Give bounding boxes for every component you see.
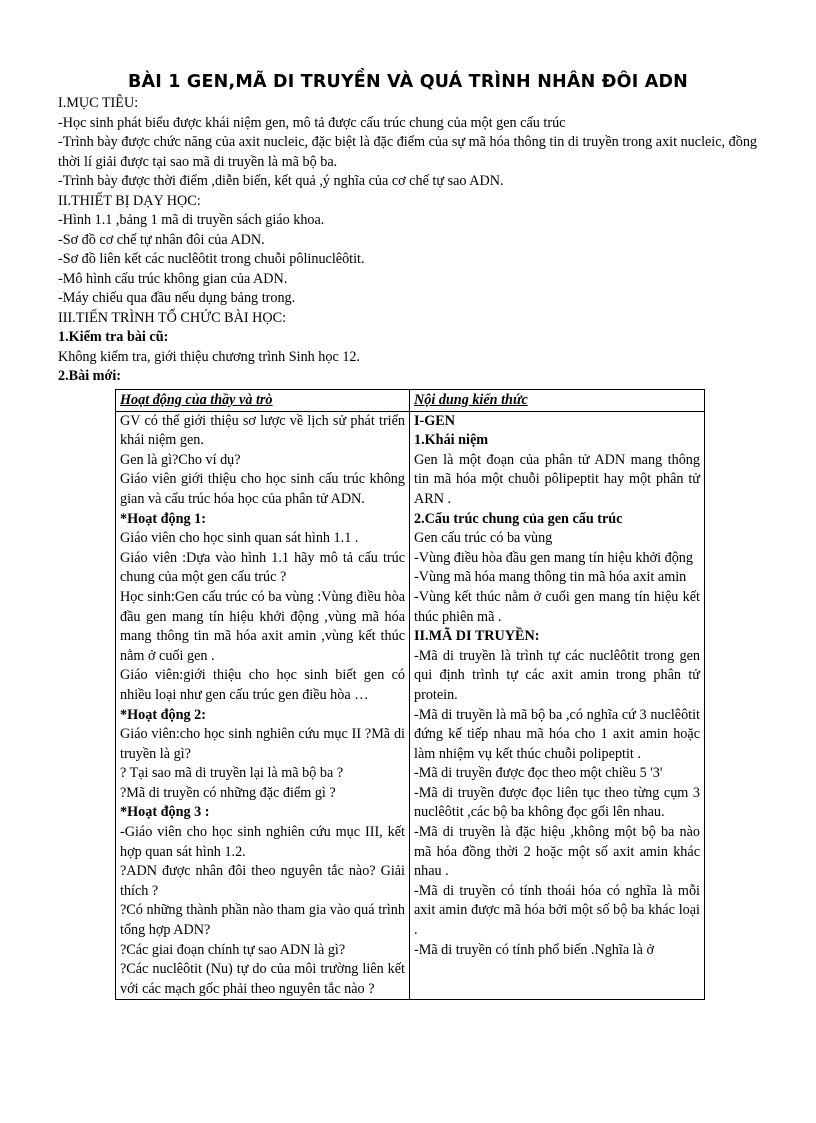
activity-paragraph: *Hoạt động 2: bbox=[120, 706, 206, 723]
knowledge-paragraph: -Vùng kết thúc nằm ở cuối gen mang tín hiệu kết thúc phiên mã . bbox=[414, 588, 700, 625]
knowledge-paragraph: -Vùng mã hóa mang thông tin mã hóa axit amin bbox=[414, 569, 687, 586]
activity-paragraph: ?ADN được nhân đôi theo nguyên tắc nào? Giải thích ? bbox=[120, 863, 405, 899]
knowledge-paragraph: -Vùng điều hòa đầu gen mang tín hiệu khởi động bbox=[414, 549, 693, 566]
activity-paragraph: *Hoạt động 1: bbox=[120, 510, 206, 527]
equipment-item: -Mô hình cấu trúc không gian của ADN. bbox=[58, 270, 288, 287]
activity-paragraph: ? Tại sao mã di truyền lại là mã bộ ba ? bbox=[120, 765, 344, 782]
activity-paragraph: Học sinh:Gen cấu trúc có ba vùng :Vùng điều hòa đầu gen mang tín hiệu khởi động ,vùng mã hóa mang thông tin mã hóa axit amin ,vùng kết thúc nằm ở cuối gen . bbox=[120, 588, 405, 664]
lesson-title: BÀI 1 GEN,MÃ DI TRUYỀN VÀ QUÁ TRÌNH NHÂN ĐÔI ADN bbox=[127, 72, 689, 92]
objectives-heading: I.MỤC TIÊU: bbox=[58, 95, 139, 111]
activity-paragraph: ?Có những thành phần nào tham gia vào quá trình tổng hợp ADN? bbox=[120, 902, 405, 939]
equipment-item: -Sơ đồ cơ chế tự nhân đôi của ADN. bbox=[58, 231, 265, 248]
equipment-item: -Máy chiếu qua đầu nếu dụng bảng trong. bbox=[58, 290, 296, 306]
process-heading: III.TIẾN TRÌNH TỔ CHỨC BÀI HỌC: bbox=[58, 309, 287, 326]
objective-item: -Trình bày được thời điểm ,diễn biến, kết quả ,ý nghĩa của cơ chế tự sao ADN. bbox=[58, 173, 504, 189]
new-lesson-heading: 2.Bài mới: bbox=[58, 368, 122, 384]
check-heading: 1.Kiểm tra bài cũ: bbox=[58, 329, 169, 345]
table-header-row bbox=[116, 390, 705, 412]
activity-paragraph: Giáo viên:giới thiệu cho học sinh biết gen có nhiều loại như gen cấu trúc gen điều hòa … bbox=[120, 667, 405, 703]
activity-paragraph: -Giáo viên cho học sinh nghiên cứu mục III, kết hợp quan sát hình 1.2. bbox=[120, 824, 405, 860]
knowledge-cell bbox=[410, 411, 705, 1000]
table-row bbox=[116, 411, 705, 1000]
activity-paragraph: Giáo viên cho học sinh quan sát hình 1.1 . bbox=[120, 530, 359, 547]
knowledge-paragraph: 1.Khái niệm bbox=[414, 432, 489, 449]
activity-paragraph: ?Mã di truyền có những đặc điểm gì ? bbox=[120, 784, 336, 801]
document-page bbox=[58, 72, 758, 387]
activity-paragraph: Giáo viên giới thiệu cho học sinh cấu trúc không gian và cấu trúc hóa học của phân tử ADN. bbox=[120, 471, 405, 507]
activity-paragraph: *Hoạt động 3 : bbox=[120, 804, 210, 821]
equipment-item: -Hình 1.1 ,bảng 1 mã di truyền sách giáo khoa. bbox=[58, 212, 325, 228]
knowledge-paragraph: Gen là một đoạn của phân tử ADN mang thông tin mã hóa một chuỗi pôlipeptit hay một phân tử ARN . bbox=[414, 451, 700, 507]
activity-paragraph: GV có thể giới thiệu sơ lược về lịch sử phát triển khái niệm gen. bbox=[120, 412, 405, 449]
knowledge-paragraph: I-GEN bbox=[414, 412, 455, 429]
knowledge-paragraph: -Mã di truyền được đọc liên tục theo từng cụm 3 nuclêôtit ,các bộ ba không đọc gối lên nhau. bbox=[414, 784, 700, 821]
knowledge-paragraph: -Mã di truyền có tính phổ biến .Nghĩa là ở bbox=[414, 941, 654, 958]
activities-cell bbox=[116, 411, 410, 1000]
activity-paragraph: ?Các nuclêôtit (Nu) tự do của môi trường liên kết với các mạch gốc phải theo nguyên tắc nào ? bbox=[120, 961, 405, 997]
objective-item: -Trình bày được chức năng của axit nucleic, đặc biệt là đặc điểm của sự mã hóa thông tin di truyền trong axit nucleic, đồng thời lí giải được tại sao mã di truyền là mã bộ ba. bbox=[58, 134, 758, 170]
knowledge-paragraph: Gen cấu trúc có ba vùng bbox=[414, 530, 553, 547]
activity-paragraph: ?Các giai đoạn chính tự sao ADN là gì? bbox=[120, 941, 346, 958]
activity-paragraph: Giáo viên:cho học sinh nghiên cứu mục II ?Mã di truyền là gì? bbox=[120, 726, 405, 762]
lesson-table bbox=[115, 389, 705, 1000]
equipment-heading: II.THIẾT BỊ DẠY HỌC: bbox=[58, 192, 201, 209]
knowledge-paragraph: -Mã di truyền là đặc hiệu ,không một bộ ba nào mã hóa đồng thời 2 hoặc một số axit amin khác nhau . bbox=[414, 824, 700, 880]
activity-paragraph: Gen là gì?Cho ví dụ? bbox=[120, 451, 241, 468]
knowledge-paragraph: -Mã di truyền là mã bộ ba ,có nghĩa cứ 3 nuclêôtit đứng kế tiếp nhau mã hóa cho 1 axit amin hoặc làm nhiệm vụ kết thúc chuỗi polipeptit . bbox=[414, 706, 700, 762]
header-knowledge: Nội dung kiến thức bbox=[410, 390, 705, 412]
knowledge-paragraph: II.MÃ DI TRUYỀN: bbox=[414, 628, 540, 645]
activity-paragraph: Giáo viên :Dựa vào hình 1.1 hãy mô tả cấu trúc chung của một gen cấu trúc ? bbox=[120, 549, 405, 586]
objective-item: -Học sinh phát biểu được khái niệm gen, mô tả được cấu trúc chung của một gen cấu trúc bbox=[58, 114, 566, 131]
knowledge-paragraph: -Mã di truyền được đọc theo một chiều 5 '3' bbox=[414, 765, 663, 782]
equipment-item: -Sơ đồ liên kết các nuclêôtit trong chuỗi pôlinuclêôtit. bbox=[58, 251, 365, 267]
knowledge-paragraph: -Mã di truyền là trình tự các nuclêôtit trong gen qui định trình tự các axit amin trong phân tử protein. bbox=[414, 647, 700, 703]
check-text: Không kiểm tra, giới thiệu chương trình Sinh học 12. bbox=[58, 348, 361, 365]
header-teacher-student: Hoạt động của thầy và trò bbox=[116, 390, 410, 412]
knowledge-paragraph: 2.Cấu trúc chung của gen cấu trúc bbox=[414, 510, 623, 527]
knowledge-paragraph: -Mã di truyền có tính thoái hóa có nghĩa là mỗi axit amin được mã hóa bởi một số bộ ba khác loại . bbox=[414, 882, 700, 939]
